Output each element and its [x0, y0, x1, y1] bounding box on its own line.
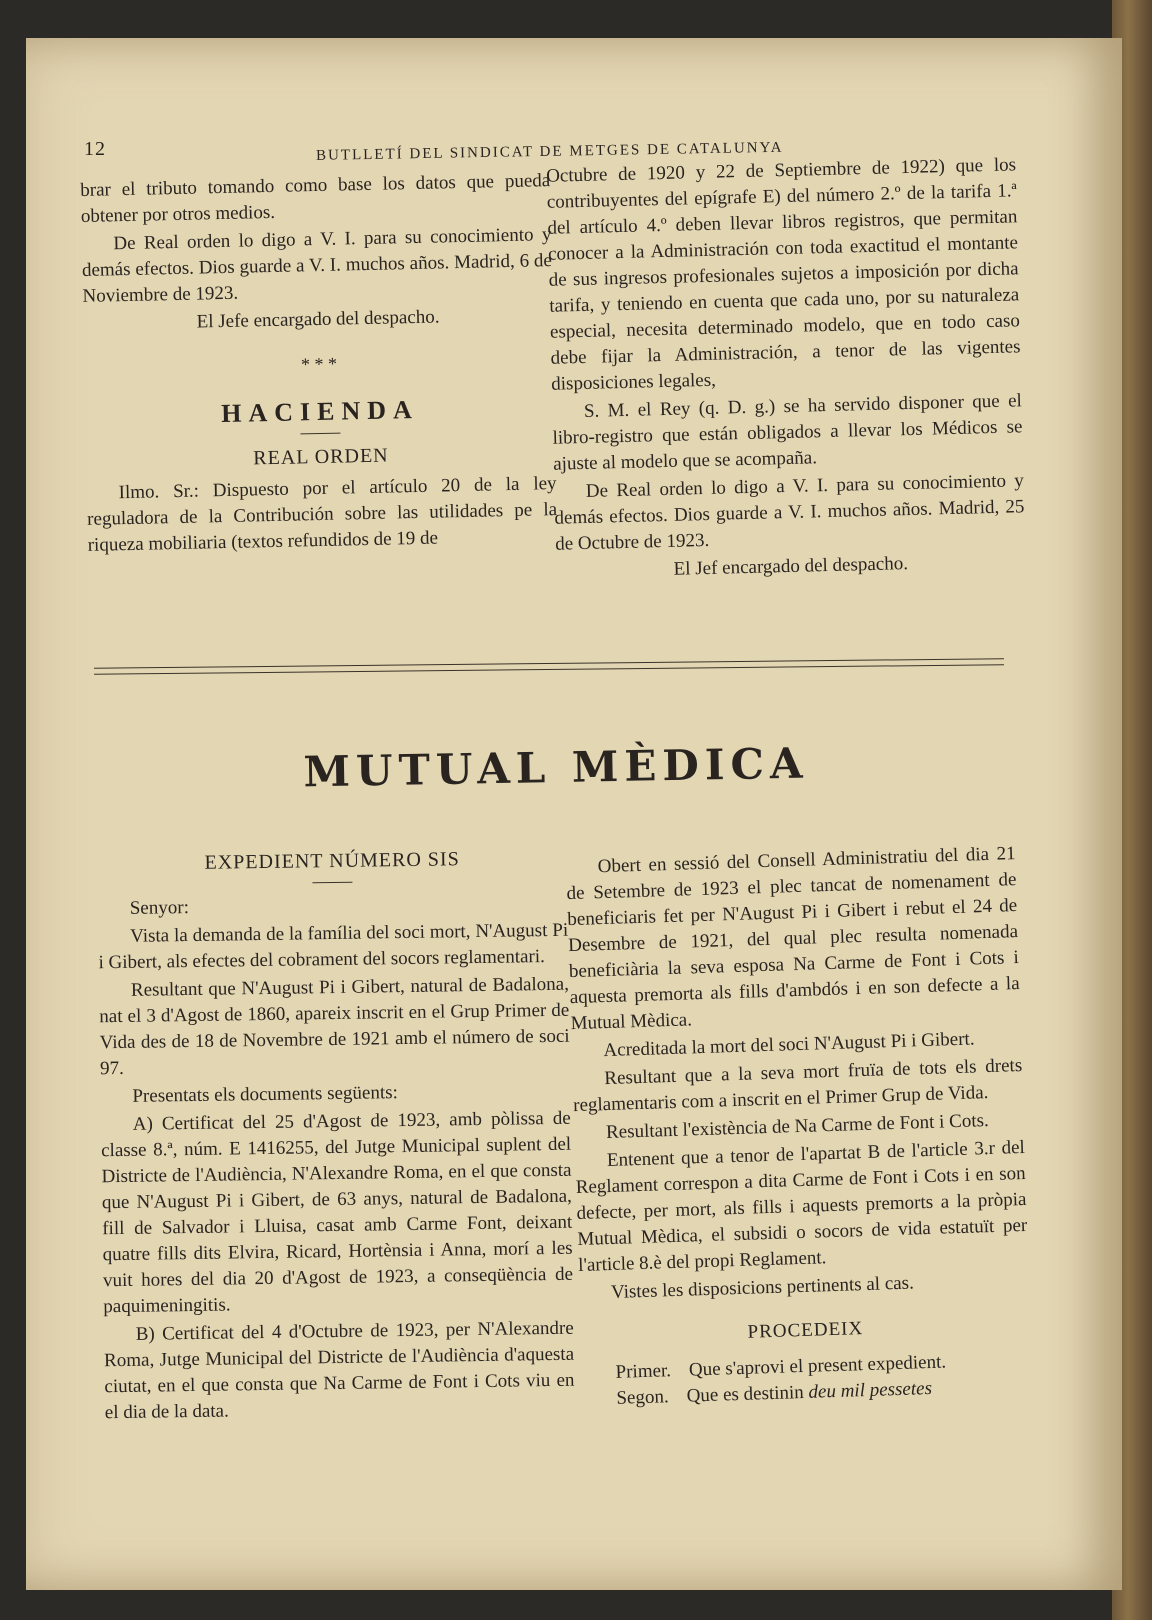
main-title: MUTUAL MÈDICA: [303, 738, 809, 797]
item-label: Primer.: [615, 1360, 672, 1383]
running-title: BUTLLETÍ DEL SINDICAT DE METGES DE CATALUNYA: [315, 139, 784, 164]
lower-left-column: [97, 845, 575, 1429]
paragraph: S. M. el Rey (q. D. g.) se ha servido disponer que el libro-registro que están obligados a llevar los Médicos se ajuste al modelo que se acompaña.: [552, 390, 1023, 475]
paragraph: A) Certificat del 25 d'Agost de 1923, amb pòlissa de classe 8.ª, núm. E 1416255, del Jutge Municipal suplent del Districte de l'Audiència, N'Alexandre Roma, en el que consta que N'August Pi i Gibert, de 63 anys, natural de Badalona, fill de Salvador i Lluisa, casat amb Carme Font, deixant quatre fills dits Elvira, Ricard, Hortènsia i Anna, morí a les vuit hores del dia 20 d'Agost de 1923, a conseqüència de paquimeningitis.: [101, 1107, 574, 1318]
paragraph: Octubre de 1920 y 22 de Septiembre de 1922) que los contribuyentes del epígrafe E) del número 2.º de la tarifa 1.ª del artículo 4.º deben llevar libros registros, que permitan conocer a la Administración con toda exactitud el montante de sus ingresos profesionales sujetos a imposición por dicha tarifa, y teniendo en cuenta que cada uno, por su naturaleza especial, necesita determinado modelo, que en todo caso debe fijar la Administración, a tenor de las vigentes disposiciones legales,: [545, 154, 1021, 395]
lower-right-column: [565, 841, 1032, 1413]
paragraph: Resultant que N'August Pi i Gibert, natural de Badalona, nat el 3 d'Agost de 1860, apareix inscrit en el Grup Primer de Vida des de 18 de Novembre de 1921 amb el número de soci 97.: [99, 973, 570, 1080]
section-title: HACIENDA: [220, 394, 420, 429]
paragraph: Obert en sessió del Consell Administratiu del dia 21 de Setembre de 1923 el plec tancat de nomenament de beneficiaris fet per N'August Pi i Gibert i rebut el 24 de Desembre de 1921, del qual plec resulta nomenada beneficiària la seva esposa Na Carme de Font i Cots i aquesta premorta als fills d'ambdós i en son defecte a la Mutual Mèdica.: [566, 843, 1020, 1035]
item-text-italic: deu mil pessetes: [808, 1377, 933, 1403]
paragraph: De Real orden lo digo a V. I. para su conocimiento y demás efectos. Dios guarde a V. I. muchos años. Madrid, 25 de Octubre de 1923.: [554, 470, 1025, 555]
page-number: 12: [84, 138, 106, 160]
item-text-plain: Que es destinin: [686, 1381, 805, 1407]
paragraph: Ilmo. Sr.: Dispuesto por el artículo 20 de la ley reguladora de la Contribución sobre las utilidades pe la riqueza mobiliaria (textos refundidos de 19 de: [86, 473, 558, 556]
procedeix-heading: PROCEDEIX: [747, 1318, 864, 1343]
asterism: * * *: [300, 353, 338, 375]
paragraph: brar el tributo tomando como base los datos que pueda obtener por otros medios.: [80, 170, 551, 227]
divider: [300, 433, 340, 435]
expedient-title: EXPEDIENT NÚMERO SIS: [204, 848, 460, 874]
paragraph: Resultant l'existència de Na Carme de Font i Cots.: [605, 1110, 990, 1144]
page: [26, 38, 1122, 1590]
divider: [312, 882, 352, 884]
paragraph: De Real orden lo digo a V. I. para su conocimiento y demás efectos. Dios guarde a V. I. muchos años. Madrid, 6 de Noviembre de 1923.: [81, 224, 553, 307]
paragraph: B) Certificat del 4 d'Octubre de 1923, per N'Alexandre Roma, Jutge Municipal del Districte de l'Audiència d'aquesta ciutat, en el que consta que Na Carme de Font i Cots viu en el dia de la data.: [103, 1317, 575, 1424]
upper-left-column: [80, 168, 558, 561]
paragraph: Vista la demanda de la família del soci mort, N'August Pi i Gibert, als efectes del cobrament del socors reglamentari.: [98, 919, 569, 974]
paragraph: Resultant que a la seva mort fruïa de tots els drets reglamentaris com a inscrit en el Primer Grup de Vida.: [572, 1054, 1023, 1117]
item-text: Que s'aprovi el present expedient.: [688, 1351, 947, 1381]
item-label: Segon.: [616, 1386, 669, 1409]
paragraph: Entenent que a tenor de l'apartat B de l'article 3.r del Reglament correspon a dita Carme de Font i Cots i en son defecte, per mort, als fills i aquests premorts a la pròpia Mutual Mèdica, el subsidi o socors de vida estatuït per l'article 8.è del propi Reglament.: [575, 1136, 1028, 1276]
signature: El Jef encargado del despacho.: [673, 553, 909, 580]
subsection-title: REAL ORDEN: [253, 444, 389, 470]
section-divider: [94, 658, 1004, 675]
paragraph: Vistes les disposicions pertinents al cas.: [610, 1272, 915, 1303]
paragraph: Presentats els documents següents:: [132, 1082, 398, 1107]
salutation: Senyor:: [129, 897, 190, 919]
signature: El Jefe encargado del despacho.: [196, 306, 440, 333]
paragraph: Acreditada la mort del soci N'August Pi i Gibert.: [603, 1028, 975, 1062]
upper-right-column: [546, 152, 1026, 587]
